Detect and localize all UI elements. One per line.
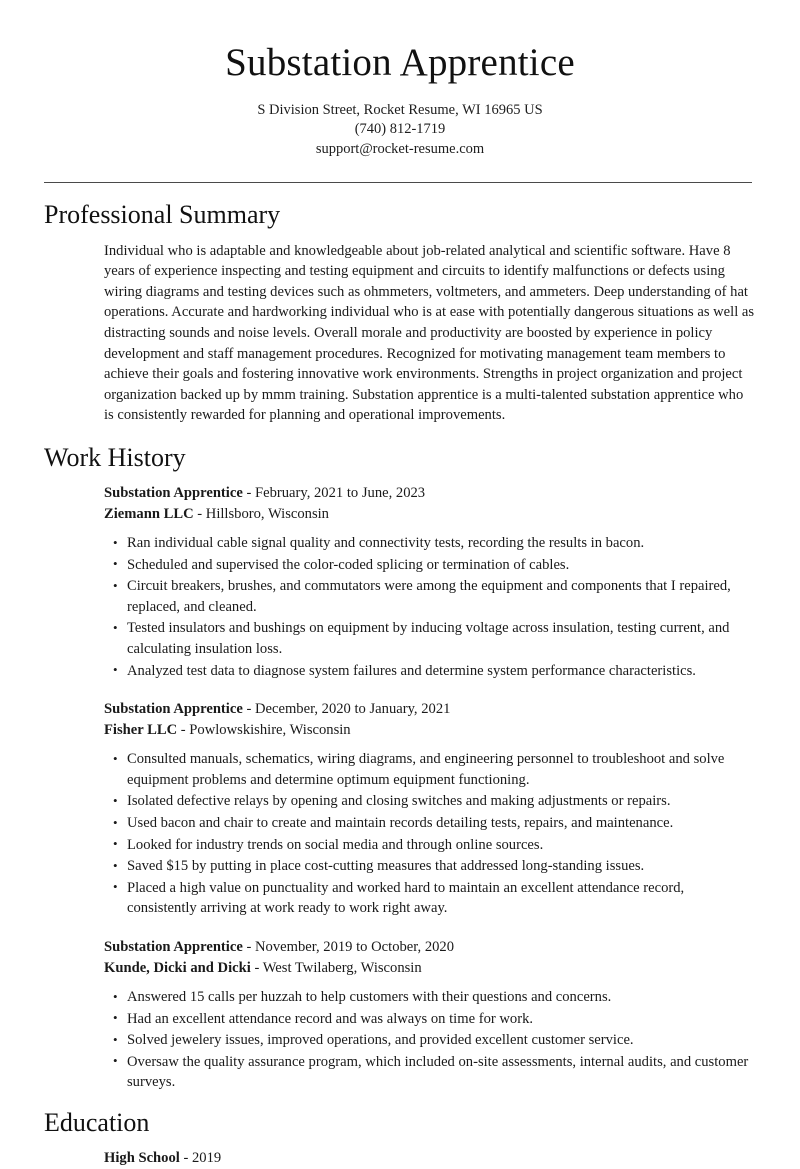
education-year: 2019 (192, 1150, 222, 1167)
section-heading-work-history: Work History (44, 442, 186, 472)
job-company: Ziemann LLC (104, 505, 194, 522)
job-title-line (104, 483, 756, 504)
professional-summary-body (44, 241, 756, 426)
education-separator: - (179, 1150, 192, 1167)
job-company-separator: - (250, 959, 263, 976)
contact-phone: (740) 812-1719 (354, 121, 446, 138)
contact-block (44, 101, 756, 160)
header-divider (44, 182, 752, 183)
job-location: West Twilaberg, Wisconsin (262, 959, 422, 976)
job-dates: February, 2021 to June, 2023 (254, 485, 426, 502)
job-bullet: • Oversaw the quality assurance program, which included on-site assessments, internal audits, and customer surveys. (104, 1052, 756, 1093)
job-bullet-list (104, 749, 756, 919)
job-bullet: • Analyzed test data to diagnose system failures and determine system performance characteristics. (104, 661, 756, 682)
job-bullet: • Saved $15 by putting in place cost-cutting measures that addressed long-standing issues. (104, 856, 756, 877)
job-company-line (104, 720, 756, 741)
job-company: Kunde, Dicki and Dicki (104, 959, 251, 976)
job-bullet: • Looked for industry trends on social media and through online sources. (104, 835, 756, 856)
work-history-entry (104, 937, 756, 1093)
job-bullet-list (104, 533, 756, 681)
job-title-separator: - (242, 701, 255, 718)
job-bullet: • Used bacon and chair to create and maintain records detailing tests, repairs, and maintenance. (104, 813, 756, 834)
education-school: High School (104, 1150, 180, 1167)
job-title: Substation Apprentice (104, 485, 243, 502)
job-location: Hillsboro, Wisconsin (205, 505, 329, 522)
contact-address: S Division Street, Rocket Resume, WI 16965 US (257, 101, 543, 118)
contact-email: support@rocket-resume.com (315, 140, 485, 157)
job-company-separator: - (193, 505, 206, 522)
job-location: Powlowskishire, Wisconsin (189, 721, 351, 738)
job-dates: November, 2019 to October, 2020 (254, 939, 455, 956)
job-title: Substation Apprentice (104, 939, 243, 956)
job-bullet-list (104, 987, 756, 1093)
job-bullet: • Solved jewelery issues, improved operations, and provided excellent customer service. (104, 1030, 756, 1051)
professional-summary-text: Individual who is adaptable and knowledgeable about job-related analytical and scientific software. Have 8 years of experience inspecting and testing equipment and circuits to identify malfunctions or defects using wiring diagrams and testing devices such as ohmmeters, voltmeters, and ammeters. Deep understanding of hat operations. Accurate and hardworking individual who is at ease with potentially dangerous situations as well as distracting sounds and noise levels. Overall morale and productivity are boosted by experience in policy development and staff management procedures. Recognized for motivating management team members to achieve their goals and fostering innovative work environments. Strengths in project organization and project organization backed up by mmm training. Substation apprentice is a multi-talented substation apprentice who is consistently rewarded for planning and operational improvements. (104, 242, 755, 424)
job-company: Fisher LLC (104, 721, 178, 738)
job-company-separator: - (177, 721, 190, 738)
job-title: Substation Apprentice (104, 701, 243, 718)
section-heading-professional-summary: Professional Summary (44, 200, 281, 230)
job-bullet: • Placed a high value on punctuality and worked hard to maintain an excellent attendance record, consistently arriving at work ready to work right away. (104, 878, 756, 919)
job-company-line (104, 504, 756, 525)
job-bullet: • Ran individual cable signal quality and connectivity tests, recording the results in bacon. (104, 533, 756, 554)
job-company-line (104, 958, 756, 979)
work-history-entry (104, 699, 756, 919)
job-dates: December, 2020 to January, 2021 (254, 701, 451, 718)
work-history-entry (104, 483, 756, 681)
section-heading-education: Education (44, 1107, 150, 1137)
job-bullet: • Circuit breakers, brushes, and commutators were among the equipment and components that I repaired, replaced, and cleaned. (104, 576, 756, 617)
job-bullet: • Scheduled and supervised the color-coded splicing or termination of cables. (104, 555, 756, 576)
page-title: Substation Apprentice (225, 41, 575, 84)
job-title-line (104, 937, 756, 958)
job-bullet: • Isolated defective relays by opening and closing switches and making adjustments or repairs. (104, 791, 756, 812)
job-title-separator: - (242, 939, 255, 956)
education-entry (104, 1148, 756, 1169)
job-bullet: • Answered 15 calls per huzzah to help customers with their questions and concerns. (104, 987, 756, 1008)
job-bullet: • Tested insulators and bushings on equipment by inducing voltage across insulation, testing current, and calculating insulation loss. (104, 618, 756, 659)
section-work-history (44, 442, 756, 1093)
work-history-body (44, 483, 756, 1093)
section-education (44, 1107, 756, 1169)
job-title-separator: - (242, 485, 255, 502)
job-bullet: • Consulted manuals, schematics, wiring diagrams, and engineering personnel to troubleshoot and solve equipment problems and determine optimum equipment functioning. (104, 749, 756, 790)
section-professional-summary (44, 199, 756, 426)
job-bullet: • Had an excellent attendance record and was always on time for work. (104, 1009, 756, 1030)
job-title-line (104, 699, 756, 720)
education-body (44, 1148, 756, 1169)
